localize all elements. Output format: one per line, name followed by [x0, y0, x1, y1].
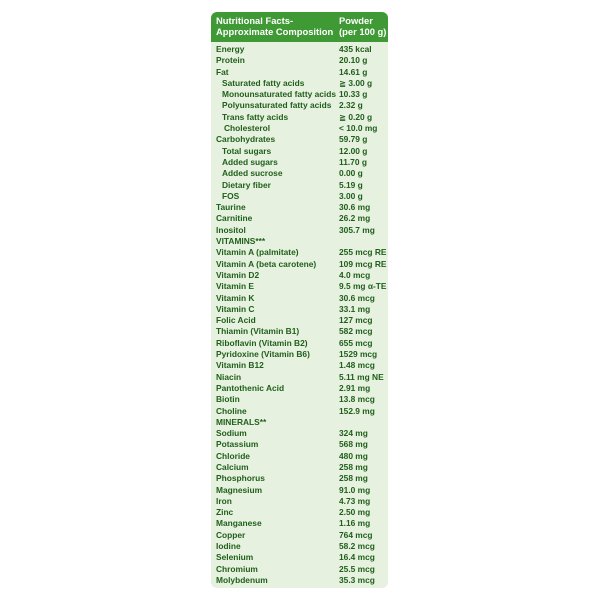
nutrient-value: 5.19 g: [339, 179, 363, 190]
nutrient-row: [211, 168, 388, 179]
nutrient-row: [211, 552, 388, 563]
nutrient-value: 152.9 mg: [339, 405, 375, 416]
nutrient-row: [211, 213, 388, 224]
nutrient-row: [211, 100, 388, 111]
nutrient-name: Dietary fiber: [222, 179, 271, 190]
nutrient-value: < 10.0 mg: [339, 123, 378, 134]
nutrient-value: 11.70 g: [339, 156, 367, 167]
nutrient-name: Vitamin D2: [216, 269, 260, 280]
nutrient-name: Phosphorus: [216, 473, 265, 484]
nutrient-value: 255 mcg RE: [339, 247, 387, 258]
nutrient-value: 1.16 mg: [339, 518, 371, 529]
nutrient-row: [211, 123, 388, 134]
nutrient-name: Riboflavin (Vitamin B2): [216, 337, 308, 348]
nutrient-row: [211, 180, 388, 191]
nutrient-value: 1.48 mcg: [339, 360, 375, 371]
nutrient-name: Monounsaturated fatty acids: [222, 89, 337, 100]
nutrient-value: 59.79 g: [339, 134, 368, 145]
nutrient-value: 324 mg: [339, 428, 368, 439]
nutrient-value: 16.4 mcg: [339, 552, 375, 563]
nutrient-row: [211, 496, 388, 507]
nutrient-name: Polyunsaturated fatty acids: [222, 100, 332, 111]
nutrient-row: [211, 55, 388, 66]
nutrient-value: 35.3 mcg: [339, 574, 375, 585]
nutrient-row: [211, 191, 388, 202]
nutrient-name: Total sugars: [222, 145, 272, 156]
nutrient-name: Inositol: [216, 224, 246, 235]
nutrient-value: 3.00 g: [339, 190, 363, 201]
nutrient-value: 13.8 mcg: [339, 394, 375, 405]
nutrient-value: 109 mcg RE: [339, 258, 387, 269]
nutrient-row: [211, 67, 388, 78]
nutrient-row: [211, 383, 388, 394]
nutrient-value: 2.50 mg: [339, 507, 371, 518]
nutrition-header: [211, 12, 388, 42]
nutrient-name: Iodine: [216, 541, 241, 552]
nutrient-name: FOS: [222, 190, 240, 201]
nutrient-value: 58.2 mcg: [339, 541, 375, 552]
nutrient-name: Chromium: [216, 563, 258, 574]
nutrient-name: Vitamin B12: [216, 360, 264, 371]
nutrient-value: 305.7 mg: [339, 224, 375, 235]
nutrient-row: [211, 281, 388, 292]
nutrition-facts-panel: [211, 12, 388, 588]
nutrient-name: Magnesium: [216, 484, 263, 495]
nutrient-value: 33.1 mg: [339, 303, 371, 314]
nutrient-row: [211, 78, 388, 89]
nutrient-name: Vitamin A (beta carotene): [216, 258, 317, 269]
nutrient-value: 764 mcg: [339, 529, 373, 540]
nutrient-value: 258 mg: [339, 461, 368, 472]
nutrient-row: [211, 202, 388, 213]
nutrient-name: Folic Acid: [216, 315, 256, 326]
nutrient-name: Selenium: [216, 552, 254, 563]
nutrient-value: 4.73 mg: [339, 495, 371, 506]
nutrient-row: [211, 439, 388, 450]
nutrient-row: [211, 473, 388, 484]
nutrient-value: 30.6 mcg: [339, 292, 375, 303]
nutrient-value: 26.2 mg: [339, 213, 371, 224]
nutrient-name: Pantothenic Acid: [216, 382, 285, 393]
nutrient-value: 0.00 g: [339, 168, 363, 179]
nutrient-value: 30.6 mg: [339, 202, 371, 213]
nutrient-name: Chloride: [216, 450, 250, 461]
nutrient-name: Pyridoxine (Vitamin B6): [216, 349, 310, 360]
nutrient-value: 258 mg: [339, 473, 368, 484]
nutrient-name: Sodium: [216, 428, 247, 439]
nutrient-name: Choline: [216, 405, 247, 416]
nutrient-row: [211, 541, 388, 552]
nutrient-row: [211, 112, 388, 123]
nutrient-name: Protein: [216, 55, 245, 66]
nutrient-row: [211, 451, 388, 462]
nutrient-name: Manganese: [216, 518, 262, 529]
nutrient-name: Trans fatty acids: [222, 111, 289, 122]
nutrient-row: [211, 247, 388, 258]
nutrient-row: [211, 157, 388, 168]
nutrient-value: ≧ 0.20 g: [339, 111, 373, 122]
nutrient-value: 25.5 mcg: [339, 563, 375, 574]
nutrient-row: [211, 44, 388, 55]
nutrient-row: [211, 293, 388, 304]
nutrient-name: Vitamin E: [216, 281, 255, 292]
nutrient-row: [211, 428, 388, 439]
nutrient-row: [211, 134, 388, 145]
nutrient-value: 91.0 mg: [339, 484, 371, 495]
nutrient-value: 14.61 g: [339, 66, 368, 77]
nutrient-value: 4.0 mcg: [339, 269, 371, 280]
nutrient-value: 127 mcg: [339, 315, 373, 326]
nutrient-value: 2.32 g: [339, 100, 363, 111]
header-column-powder: Powder (per 100 g): [339, 15, 387, 37]
nutrient-name: MINERALS**: [216, 416, 267, 427]
nutrient-row: [211, 225, 388, 236]
nutrient-row: [211, 315, 388, 326]
nutrient-name: Vitamin K: [216, 292, 255, 303]
nutrient-value: 655 mcg: [339, 337, 373, 348]
nutrient-name: Carbohydrates: [216, 134, 276, 145]
nutrient-name: Taurine: [216, 202, 246, 213]
nutrient-name: Fat: [216, 66, 229, 77]
nutrient-name: Energy: [216, 44, 245, 54]
nutrient-row: [211, 236, 388, 247]
nutrient-name: Niacin: [216, 371, 242, 382]
nutrient-row: [211, 259, 388, 270]
nutrient-value: ≧ 3.00 g: [339, 77, 373, 88]
nutrient-name: VITAMINS***: [216, 236, 266, 247]
nutrient-name: Copper: [216, 529, 246, 540]
nutrient-row: [211, 326, 388, 337]
nutrient-name: Cholesterol: [224, 123, 271, 134]
nutrient-name: Zinc: [216, 507, 234, 518]
nutrient-row: [211, 485, 388, 496]
nutrient-row: [211, 360, 388, 371]
nutrient-name: Added sugars: [222, 156, 278, 167]
header-title: Nutritional Facts- Approximate Composition: [216, 15, 334, 37]
nutrient-list: [211, 44, 388, 586]
nutrient-row: [211, 462, 388, 473]
nutrient-value: 9.5 mg α-TE: [339, 281, 387, 292]
nutrient-name: Vitamin A (palmitate): [216, 247, 299, 258]
nutrient-row: [211, 575, 388, 586]
nutrient-value: 12.00 g: [339, 145, 368, 156]
nutrient-value: 582 mcg: [339, 326, 373, 337]
nutrient-row: [211, 530, 388, 541]
nutrient-row: [211, 270, 388, 281]
nutrient-row: [211, 372, 388, 383]
nutrient-row: [211, 417, 388, 428]
nutrient-value: 2.91 mg: [339, 382, 371, 393]
nutrient-value: 568 mg: [339, 439, 368, 450]
nutrient-value: 435 kcal: [339, 44, 372, 54]
nutrient-value: 480 mg: [339, 450, 368, 461]
nutrient-name: Added sucrose: [222, 168, 283, 179]
nutrient-row: [211, 146, 388, 157]
nutrient-row: [211, 394, 388, 405]
nutrient-name: Molybdenum: [216, 574, 268, 585]
nutrient-name: Iron: [216, 495, 232, 506]
nutrient-row: [211, 338, 388, 349]
nutrient-row: [211, 349, 388, 360]
nutrient-row: [211, 304, 388, 315]
nutrient-name: Calcium: [216, 461, 249, 472]
nutrient-row: [211, 406, 388, 417]
nutrient-row: [211, 507, 388, 518]
nutrient-name: Carnitine: [216, 213, 253, 224]
nutrient-value: 10.33 g: [339, 89, 368, 100]
nutrient-name: Potassium: [216, 439, 259, 450]
nutrient-row: [211, 518, 388, 529]
nutrient-value: 1529 mcg: [339, 349, 378, 360]
nutrient-value: 5.11 mg NE: [339, 371, 384, 382]
nutrient-name: Biotin: [216, 394, 240, 405]
nutrient-name: Vitamin C: [216, 303, 255, 314]
nutrient-value: 20.10 g: [339, 55, 368, 66]
nutrient-name: Saturated fatty acids: [222, 77, 305, 88]
nutrient-name: Thiamin (Vitamin B1): [216, 326, 300, 337]
nutrient-row: [211, 564, 388, 575]
nutrient-row: [211, 89, 388, 100]
